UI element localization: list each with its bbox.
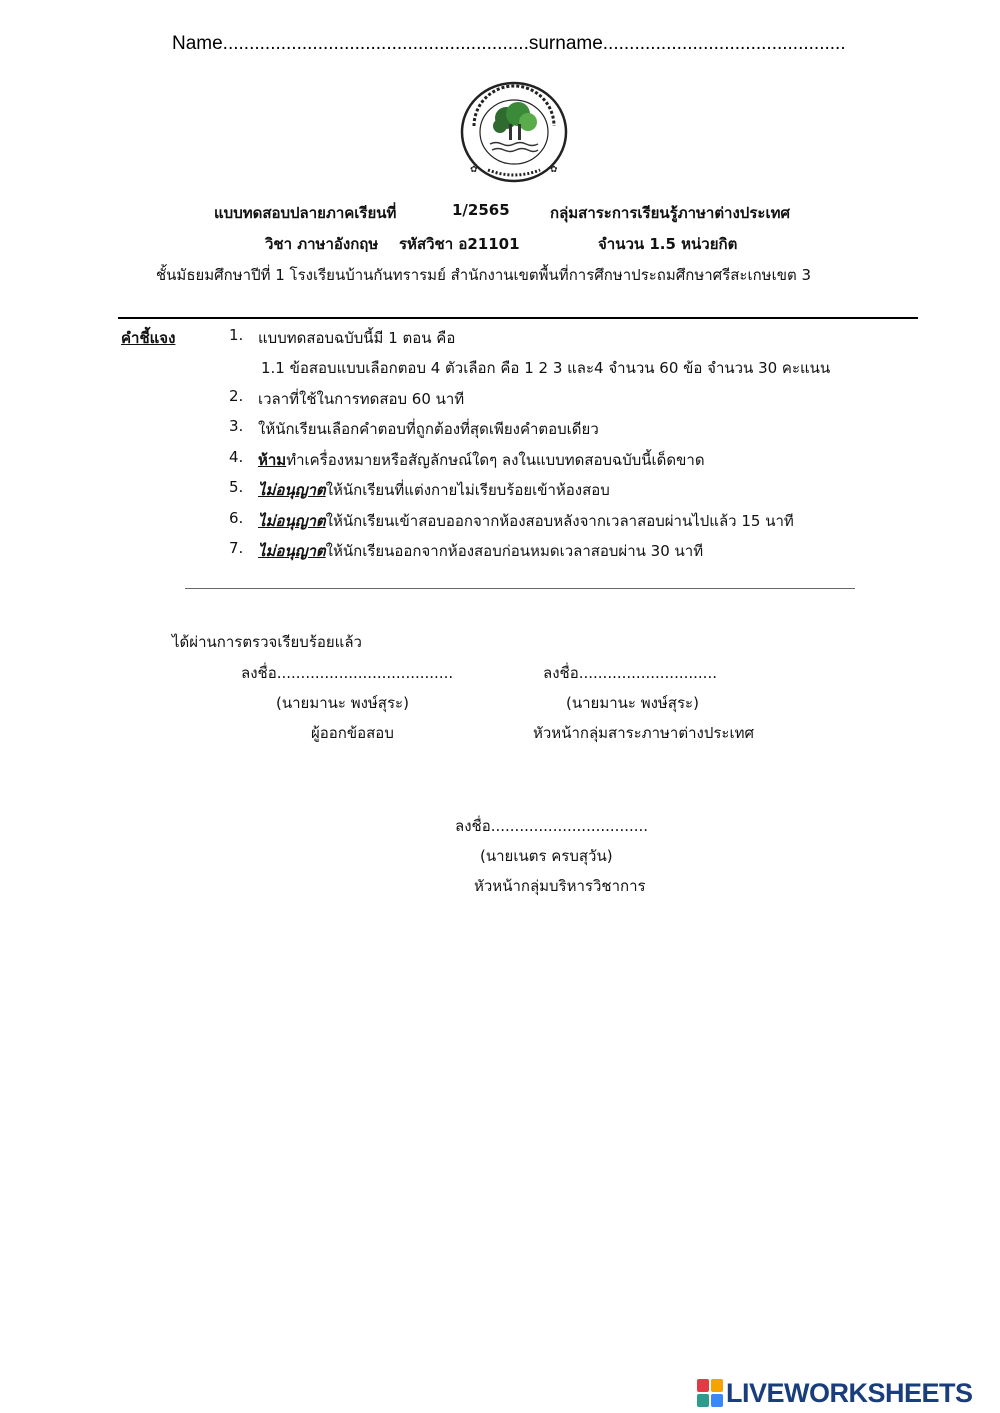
subject-group: กลุ่มสาระการเรียนรู้ภาษาต่างประเทศ [550,204,790,222]
instruction-num: 2. [229,387,244,405]
approval-intro: ได้ผ่านการตรวจเรียบร้อยแล้ว [172,633,362,651]
instruction-item: แบบทดสอบฉบับนี้มี 1 ตอน คือ [258,329,456,347]
instruction-emphasis: ห้าม [258,451,287,469]
instruction-num: 4. [229,448,244,466]
instruction-item [258,539,703,563]
divider-middle [185,588,855,589]
instruction-item [258,478,610,502]
instruction-num: 1. [229,326,244,344]
signer-role-author: ผู้ออกข้อสอบ [311,724,394,742]
signer-role-head: หัวหน้ากลุ่มสาระภาษาต่างประเทศ [533,724,755,742]
signature-line-author: ลงชื่อ..................................... [241,664,454,682]
signer-name-academic: (นายเนตร ครบสุวัน) [480,847,613,865]
liveworksheets-logo[interactable] [697,1376,973,1410]
instruction-num: 6. [229,509,244,527]
instructions-label: คำชี้แจง [121,329,176,347]
exam-term: 1/2565 [452,201,510,219]
liveworksheets-mark-icon [697,1379,723,1407]
instruction-subitem: 1.1 ข้อสอบแบบเลือกตอบ 4 ตัวเลือก คือ 1 2 3 และ4 จำนวน 60 ข้อ จำนวน 30 คะแนน [261,359,831,377]
instruction-num: 5. [229,478,244,496]
instruction-item [258,509,794,533]
signer-name-head: (นายมานะ พงษ์สุระ) [566,694,699,712]
signer-name-author: (นายมานะ พงษ์สุระ) [276,694,409,712]
instruction-item: ให้นักเรียนเลือกคำตอบที่ถูกต้องที่สุดเพียงคำตอบเดียว [258,420,599,438]
divider-top [118,317,918,319]
instruction-text: ให้นักเรียนออกจากห้องสอบก่อนหมดเวลาสอบผ่าน 30 นาที [325,542,704,560]
instruction-text: ทำเครื่องหมายหรือสัญลักษณ์ใดๆ ลงในแบบทดสอบฉบับนี้เด็ดขาด [286,451,705,469]
instruction-num: 3. [229,417,244,435]
signature-line-academic: ลงชื่อ................................. [455,817,649,835]
instruction-emphasis: ไม่อนุญาต [258,481,326,499]
name-surname-line: Name..........................................................surname.............................................. [172,33,846,54]
signature-line-head: ลงชื่อ............................. [543,664,717,682]
svg-text:✿: ✿ [470,165,478,175]
school-seal [458,80,570,185]
instruction-emphasis: ไม่อนุญาต [258,512,326,530]
instruction-num: 7. [229,539,244,557]
instruction-item [258,448,705,472]
subject-name: วิชา ภาษาอังกฤษ [265,235,379,253]
school-info: ชั้นมัธยมศึกษาปีที่ 1 โรงเรียนบ้านกันทรารมย์ สำนักงานเขตพื้นที่การศึกษาประถมศึกษาศรีสะเกษเขต 3 [156,266,812,284]
exam-title: แบบทดสอบปลายภาคเรียนที่ [214,204,397,222]
instruction-text: ให้นักเรียนที่แต่งกายไม่เรียบร้อยเข้าห้องสอบ [325,481,610,499]
instruction-text: ให้นักเรียนเข้าสอบออกจากห้องสอบหลังจากเวลาสอบผ่านไปแล้ว 15 นาที [325,512,794,530]
subject-credit: จำนวน 1.5 หน่วยกิต [598,235,738,253]
subject-code: รหัสวิชา อ21101 [399,235,520,253]
instruction-item: เวลาที่ใช้ในการทดสอบ 60 นาที [258,390,465,408]
instruction-emphasis: ไม่อนุญาต [258,542,326,560]
school-seal-graphic [458,80,570,185]
svg-text:✿: ✿ [550,165,558,175]
signer-role-academic: หัวหน้ากลุ่มบริหารวิชาการ [474,877,646,895]
liveworksheets-brand: LIVEWORKSHEETS [726,1377,973,1408]
